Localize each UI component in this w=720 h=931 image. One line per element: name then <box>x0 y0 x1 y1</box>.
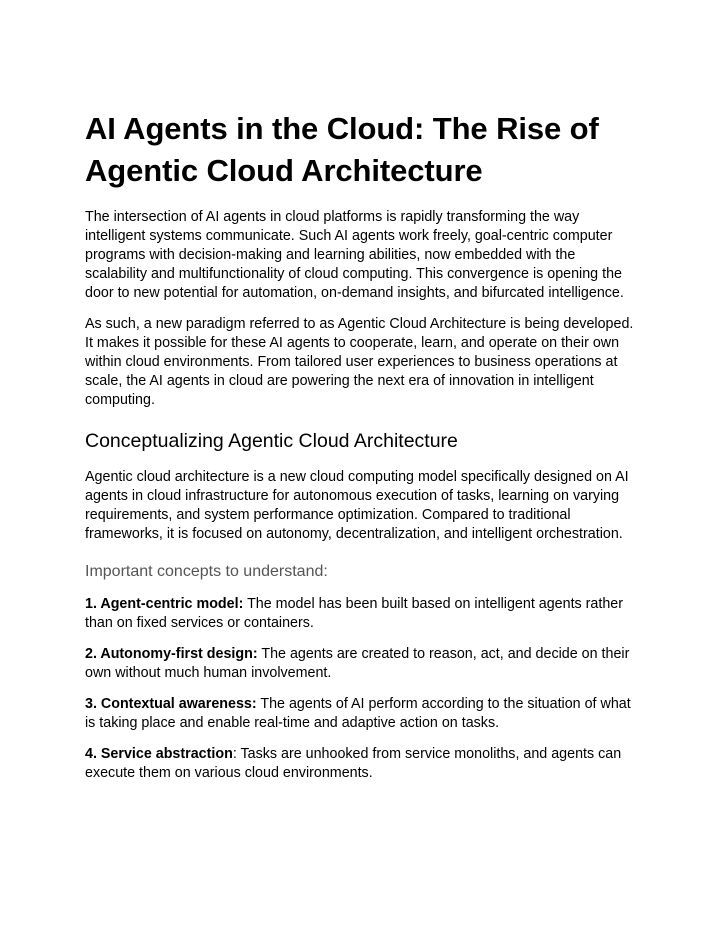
concept-text: Tasks are unhooked from service monoliths, and agents can execute them on various cloud environments. <box>85 746 622 781</box>
section-heading: Conceptualizing Agentic Cloud Architecture <box>85 430 458 452</box>
section-paragraph: Agentic cloud architecture is a new cloud computing model specifically designed on AI agents in cloud infrastructure for autonomous execution of tasks, learning on varying requirements, and system performance optimization. Compared to traditional frameworks, it is focused on autonomy, decentralization, and intelligent orchestration. <box>85 469 629 542</box>
concept-term: 1. Agent-centric model: <box>85 596 244 612</box>
concept-item <box>85 695 640 733</box>
concept-text: The agents of AI perform according to the situation of what is taking place and enable real-time and adaptive action on tasks. <box>85 696 631 731</box>
concept-term: 2. Autonomy-first design: <box>85 646 258 662</box>
concept-text: The model has been built based on intelligent agents rather than on fixed services or containers. <box>85 596 624 631</box>
intro-paragraph-2: As such, a new paradigm referred to as Agentic Cloud Architecture is being developed. It makes it possible for these AI agents to cooperate, learn, and operate on their own within cloud environments. From tailored user experiences to business operations at scale, the AI agents in cloud are powering the next era of innovation in intelligent computing. <box>85 316 634 408</box>
concept-item <box>85 645 640 683</box>
concept-item <box>85 595 640 633</box>
intro-paragraph-1: The intersection of AI agents in cloud platforms is rapidly transforming the way intelligent systems communicate. Such AI agents work freely, goal-centric computer programs with decision-making and learning abilities, now embedded with the scalability and multifunctionality of cloud computing. This convergence is opening the door to new potential for automation, on-demand insights, and bifurcated intelligence. <box>85 209 624 301</box>
concept-term: 4. Service abstraction <box>85 746 233 762</box>
concept-item <box>85 745 640 783</box>
concept-separator: : <box>232 746 241 762</box>
concept-term: 3. Contextual awareness: <box>85 696 257 712</box>
concepts-heading: Important concepts to understand: <box>85 563 328 580</box>
concept-text: The agents are created to reason, act, and decide on their own without much human involvement. <box>85 646 630 681</box>
page-title: AI Agents in the Cloud: The Rise of Agentic Cloud Architecture <box>85 111 599 188</box>
